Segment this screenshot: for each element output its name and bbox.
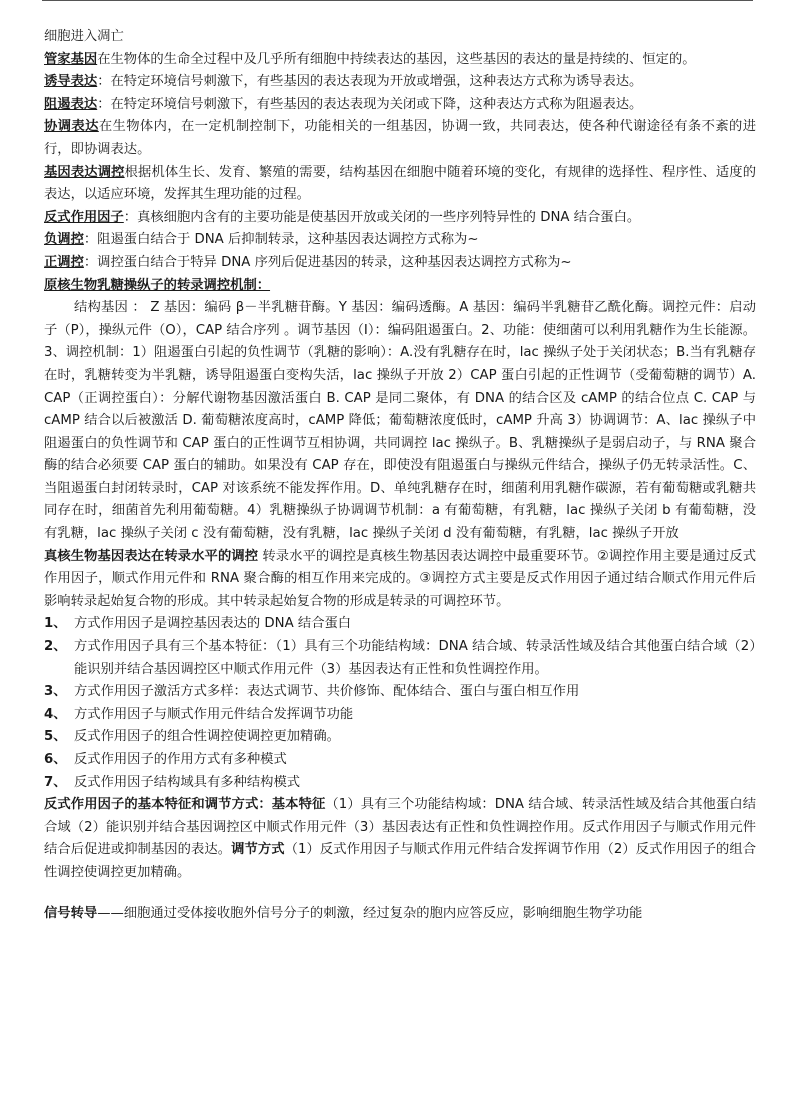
signal-term: 信号转导: [44, 905, 98, 921]
eukaryotic-heading: 真核生物基因表达在转录水平的调控: [44, 548, 259, 564]
list-item: [44, 772, 756, 795]
definition-term: 正调控: [44, 254, 84, 270]
definition-text: ：阻遏蛋白结合于 DNA 后抑制转录，这种基因表达调控方式称为~: [83, 232, 479, 248]
list-item: [44, 636, 756, 681]
trans-factor-summary: [44, 794, 756, 884]
lac-heading-text: 原核生物乳糖操纵子的转录调控机制：: [44, 277, 271, 293]
list-number: 3、: [44, 684, 67, 700]
list-text: 反式作用因子的作用方式有多种模式: [74, 752, 287, 767]
definition-trans-acting-factor: [44, 207, 756, 230]
trans-text-features: （1）具有三个功能结构域：DNA 结合域、转录活性域及结合其他蛋白结合域（2）能识别并结合基因调控区中顺式作用元件（3）基因表达有正性和负性调控作用。反式作用因子与顺式作用元件结合后促进或抑制基因的表达。: [44, 797, 757, 858]
trans-label-modes: 调节方式: [231, 842, 285, 858]
definition-gene-regulation: [44, 162, 756, 207]
spacer: [44, 885, 756, 903]
list-text: 反式作用因子的组合性调控使调控更加精确。: [74, 729, 340, 745]
definition-text: ：在特定环境信号刺激下，有些基因的表达表现为关闭或下降，这种表达方式称为阻遏表达。: [97, 96, 643, 112]
trans-label-features: 基本特征: [271, 797, 326, 813]
definition-induction: [44, 71, 756, 94]
definition-text: ：真核细胞内含有的主要功能是使基因开放或关闭的一些序列特异性的 DNA 结合蛋白。: [123, 209, 641, 225]
signal-transduction-paragraph: [44, 903, 756, 926]
definition-text: ：调控蛋白结合于特异 DNA 序列后促进基因的转录，这种基因表达调控方式称为~: [83, 254, 572, 270]
definition-housekeeping-gene: [44, 49, 756, 72]
list-text: 方式作用因子是调控基因表达的 DNA 结合蛋白: [74, 616, 352, 632]
definition-text: 在生物体内，在一定机制控制下，功能相关的一组基因，协调一致，共同表达，使各种代谢途径有条不紊的进行，即协调表达。: [44, 119, 757, 157]
list-text: 方式作用因子激活方式多样：表达式调节、共价修饰、配体结合、蛋白与蛋白相互作用: [74, 684, 580, 700]
definition-text: ：在特定环境信号刺激下，有些基因的表达表现为开放或增强，这种表达方式称为诱导表达。: [97, 74, 643, 90]
list-text: 反式作用因子结构域具有多种结构模式: [74, 774, 301, 790]
trans-text-modes: （1）反式作用因子与顺式作用元件结合发挥调节作用（2）反式作用因子的组合性调控使调控更加精确。: [44, 842, 757, 880]
definition-text: 在生物体的生命全过程中及几乎所有细胞中持续表达的基因，这些基因的表达的量是持续的、恒定的。: [97, 51, 696, 67]
definition-term: 负调控: [44, 232, 84, 248]
list-text: 方式作用因子具有三个基本特征：（1）具有三个功能结构域：DNA 结合域、转录活性域及结合其他蛋白结合域（2）能识别并结合基因调控区中顺式作用元件（3）基因表达有正性和负性调控作用。: [74, 639, 756, 677]
trans-heading: 反式作用因子的基本特征和调节方式：: [44, 797, 272, 813]
definition-coordinate-expression: [44, 116, 756, 161]
definition-term: 基因表达调控: [44, 164, 125, 180]
list-item: [44, 704, 756, 727]
definition-negative-control: [44, 229, 756, 252]
numbered-list: [44, 613, 756, 794]
definition-term: 诱导表达: [44, 74, 98, 90]
definition-positive-control: [44, 252, 756, 275]
list-number: 2、: [44, 639, 67, 655]
list-number: 1、: [44, 616, 67, 632]
definition-text: 根据机体生长、发育、繁殖的需要，结构基因在细胞中随着环境的变化，有规律的选择性、程序性、适度的表达，以适应环境，发挥其生理功能的过程。: [44, 164, 757, 203]
section-title: 细胞进入凋亡: [44, 29, 124, 44]
document-body: [44, 26, 756, 925]
list-text: 方式作用因子与顺式作用元件结合发挥调节功能: [74, 706, 354, 722]
list-item: [44, 749, 756, 772]
list-number: 4、: [44, 706, 67, 722]
lac-operon-body: 结构基因 ： Z 基因：编码 β－半乳糖苷酶。Y 基因：编码透酶。A 基因：编码半乳糖苷乙酰化酶。调控元件：启动子（P），操纵元件（O），CAP 结合序列 。调节基因（I）：编码阻遏蛋白。2、功能：使细菌可以利用乳糖作为生长能源。3、调控机制：1）阻遏蛋白引起的负性调节（乳糖的影响）：A.没有乳糖存在时，lac 操纵子处于关闭状态；B.当有乳糖存在时，乳糖转变为半乳糖，诱导阻遏蛋白变构失活，lac 操纵子开放 2）CAP 蛋白引起的正性调节（受葡萄糖的调节）A. CAP（正调控蛋白）：分解代谢物基因激活蛋白 B. CAP 是同二聚体，有 DNA 的结合区及 cAMP 的结合位点 C. CAP 与 cAMP 结合以后被激活 D. 葡萄糖浓度高时，cAMP 降低；葡萄糖浓度低时，cAMP 升高 3）协调调节：A、lac 操纵子中阻遏蛋白的负性调节和 CAP 蛋白的正性调节互相协调，共同调控 lac 操纵子。B、乳糖操纵子是弱启动子，与 RNA 聚合酶的结合必须要 CAP 蛋白的辅助。如果没有 CAP 存在，即使没有阻遏蛋白与操纵元件结合，操纵子仍无转录活性。C、当阻遏蛋白封闭转录时，CAP 对该系统不能发挥作用。D、单纯乳糖存在时，细菌利用乳糖作碳源，若有葡萄糖或乳糖共同存在时，细菌首先利用葡萄糖。4）乳糖操纵子协调调节机制：a 有葡萄糖，有乳糖，lac 操纵子关闭 b 有葡萄糖，没有乳糖，lac 操纵子关闭 c 没有葡萄糖，没有乳糖，lac 操纵子关闭 d 没有葡萄糖，有乳糖，lac 操纵子开放: [44, 300, 756, 542]
definition-term: 反式作用因子: [44, 209, 124, 225]
list-item: [44, 681, 756, 704]
header-rule: [42, 0, 753, 1]
list-item: [44, 613, 756, 636]
signal-text: ——细胞通过受体接收胞外信号分子的刺激，经过复杂的胞内应答反应，影响细胞生物学功能: [97, 905, 643, 921]
definition-term: 管家基因: [44, 51, 98, 67]
list-number: 7、: [44, 774, 67, 790]
lac-operon-heading: [44, 275, 756, 298]
list-item: [44, 726, 756, 749]
definition-term: 协调表达: [44, 119, 99, 135]
eukaryotic-regulation-paragraph: [44, 546, 756, 614]
definition-term: 阻遏表达: [44, 96, 98, 112]
list-number: 6、: [44, 752, 67, 767]
eukaryotic-body: 转录水平的调控是真核生物基因表达调控中最重要环节。②调控作用主要是通过反式作用因子，顺式作用元件和 RNA 聚合酶的相互作用来完成的。③调控方式主要是反式作用因子通过结合顺式作用元件后影响转录起始复合物的形成。其中转录起始复合物的形成是转录的可调控环节。: [44, 548, 757, 609]
list-number: 5、: [44, 729, 67, 745]
definition-repression: [44, 94, 756, 117]
